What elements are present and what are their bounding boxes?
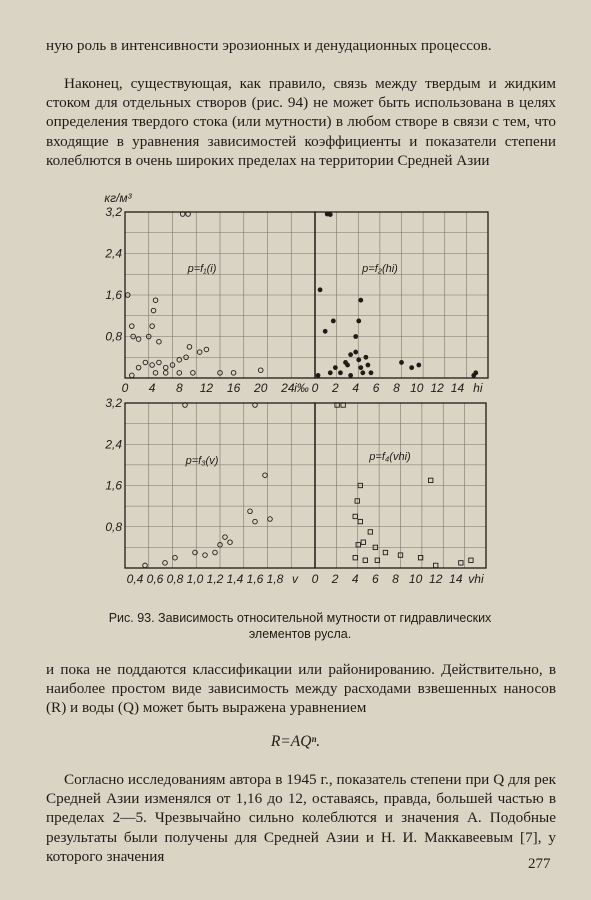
data-point xyxy=(358,365,363,370)
data-point xyxy=(187,345,192,350)
x-tick-label: 8 xyxy=(175,381,183,395)
x-tick-label: vhi xyxy=(468,572,484,586)
x-tick-label: 6 xyxy=(372,381,380,395)
data-point xyxy=(323,329,328,334)
data-point xyxy=(345,363,350,368)
data-point xyxy=(383,550,387,554)
data-point xyxy=(348,373,353,378)
data-point xyxy=(318,287,323,292)
y-tick-label: 2,4 xyxy=(105,437,122,452)
paragraph-2: Наконец, существующая, как правило, связь между твердым и жидким стоком для отдельных створов (рис. 94) не может быть использована в целях определения твердого стока (или мутности) в любом створе в связи с тем, что входящие в уравнения зависимостей коэффициенты и показатели степени колеблются в очень широких пределах на территории Средней Азии xyxy=(46,75,556,169)
x-tick-label: 0,6 xyxy=(146,572,164,586)
data-point xyxy=(163,561,168,566)
data-point xyxy=(177,371,182,376)
data-point xyxy=(434,563,438,567)
data-point xyxy=(356,357,361,362)
paragraph-1: ную роль в интенсивности эрозионных и денудационных процессов. xyxy=(46,37,492,54)
panel-function-label: p=f₃(v) xyxy=(185,455,219,467)
data-point xyxy=(213,550,218,555)
data-point xyxy=(258,368,263,373)
x-tick-label: 12 xyxy=(199,381,214,395)
figure-caption: Рис. 93. Зависимость относительной мутности от гидравлических элементов русла. xyxy=(108,611,492,641)
y-tick-label: 0,8 xyxy=(105,329,122,344)
panel-function-label: p=f₂(hi) xyxy=(362,263,398,275)
x-tick-label: hi xyxy=(473,381,483,395)
x-tick-label: 6 xyxy=(372,572,379,586)
x-tick-label: 14 xyxy=(449,572,463,586)
x-tick-label: 1,2 xyxy=(206,572,224,586)
data-point xyxy=(363,558,367,562)
data-point xyxy=(428,478,432,482)
x-tick-label: 12 xyxy=(430,381,444,395)
x-tick-label: 10 xyxy=(408,572,423,586)
x-tick-label: 4 xyxy=(352,381,360,395)
formula: R=AQⁿ. xyxy=(270,733,321,750)
data-point xyxy=(253,519,258,524)
x-tick-label: 1,0 xyxy=(186,572,204,586)
data-point xyxy=(231,371,236,376)
data-point xyxy=(416,363,421,368)
data-point xyxy=(157,339,162,344)
data-point xyxy=(353,555,357,559)
data-point xyxy=(136,337,141,342)
data-point xyxy=(223,535,228,540)
data-point xyxy=(316,373,321,378)
x-tick-label: 0 xyxy=(311,381,319,395)
data-point xyxy=(399,360,404,365)
x-tick-label: 0 xyxy=(121,381,129,395)
data-point xyxy=(328,212,333,217)
x-tick-label: 10 xyxy=(410,381,424,395)
x-tick-label: 1,8 xyxy=(266,572,284,586)
data-point xyxy=(248,509,253,514)
data-point xyxy=(163,371,168,376)
data-point xyxy=(197,350,202,355)
data-point xyxy=(355,499,359,503)
data-point xyxy=(153,298,158,303)
y-tick-label: 1,6 xyxy=(105,478,122,493)
x-tick-label: 20 xyxy=(254,381,268,395)
data-point xyxy=(129,373,134,378)
paragraph-4: Согласно исследованиям автора в 1945 г., показатель степени при Q для рек Средней Азии изменялся от 1,16 до 12, оставаясь, правда, большей частью в пределах 2—5. Чрезвычайно сильно колеблются и значения A. Подобные результаты были получены для Средней Азии и Н. И. Маккавеевым [7], у которого значения xyxy=(46,771,556,865)
y-tick-label: 3,2 xyxy=(105,396,122,410)
x-tick-label: 0,4 xyxy=(126,572,144,586)
x-tick-label: i‰ xyxy=(294,381,309,395)
data-point xyxy=(129,324,134,329)
data-point xyxy=(353,334,358,339)
data-point xyxy=(204,347,209,352)
x-tick-label: 24 xyxy=(281,381,295,395)
data-point xyxy=(191,371,196,376)
x-tick-label: 4 xyxy=(351,572,359,586)
paragraph-3: и пока не поддаются классификации или районированию. Действительно, в наиболее простом виде зависимость между расходами взвешенных наносов (R) и воды (Q) может быть выражена уравнением xyxy=(46,661,556,717)
data-point xyxy=(150,363,155,368)
y-tick-label: 2,4 xyxy=(105,246,122,261)
x-tick-label: 12 xyxy=(429,572,443,586)
data-point xyxy=(203,553,208,558)
data-point xyxy=(333,365,338,370)
data-point xyxy=(353,350,358,355)
x-tick-label: 16 xyxy=(226,381,241,395)
data-point xyxy=(361,540,365,544)
data-point xyxy=(136,365,141,370)
page-number: 277 xyxy=(528,856,551,872)
data-point xyxy=(360,370,365,375)
data-point xyxy=(473,370,478,375)
data-point xyxy=(177,358,182,363)
data-point xyxy=(358,519,362,523)
data-point xyxy=(263,473,268,478)
data-point xyxy=(268,517,273,522)
panel-function-label: p=f₁(i) xyxy=(187,263,217,275)
x-tick-label: 0 xyxy=(311,572,319,586)
y-tick-label: 1,6 xyxy=(105,288,122,302)
data-point xyxy=(328,370,333,375)
x-tick-label: 2 xyxy=(331,572,339,586)
data-point xyxy=(356,319,361,324)
x-tick-label: 8 xyxy=(392,572,399,586)
y-tick-label: 3,2 xyxy=(105,205,122,219)
data-point xyxy=(353,514,357,518)
data-point xyxy=(157,360,162,365)
data-point xyxy=(338,370,343,375)
data-point xyxy=(331,319,336,324)
y-tick-label: 0,8 xyxy=(105,519,122,534)
data-point xyxy=(193,550,198,555)
x-tick-label: 0,8 xyxy=(166,572,184,586)
data-point xyxy=(163,365,168,370)
data-point xyxy=(409,365,414,370)
x-tick-label: 1,6 xyxy=(246,572,264,586)
data-point xyxy=(469,558,473,562)
x-tick-label: 14 xyxy=(450,381,465,395)
data-point xyxy=(228,540,233,545)
x-tick-label: 8 xyxy=(393,381,400,395)
x-tick-label: 1,4 xyxy=(226,572,244,586)
data-point xyxy=(151,308,156,313)
y-axis-unit-label: кг/м³ xyxy=(104,191,132,205)
data-point xyxy=(363,355,368,360)
data-point xyxy=(150,324,155,329)
x-tick-label: v xyxy=(292,572,298,586)
data-point xyxy=(459,561,463,565)
data-point xyxy=(356,543,360,547)
data-point xyxy=(173,555,178,560)
data-point xyxy=(143,360,148,365)
data-point xyxy=(153,371,158,376)
x-tick-label: 2 xyxy=(332,381,339,395)
data-point xyxy=(358,298,363,303)
data-point xyxy=(143,563,148,568)
panel-function-label: p=f₄(vhi) xyxy=(369,451,411,463)
data-point xyxy=(368,530,372,534)
data-point xyxy=(366,363,371,368)
x-tick-label: 4 xyxy=(148,381,156,395)
data-point xyxy=(348,352,353,357)
data-point xyxy=(369,370,374,375)
